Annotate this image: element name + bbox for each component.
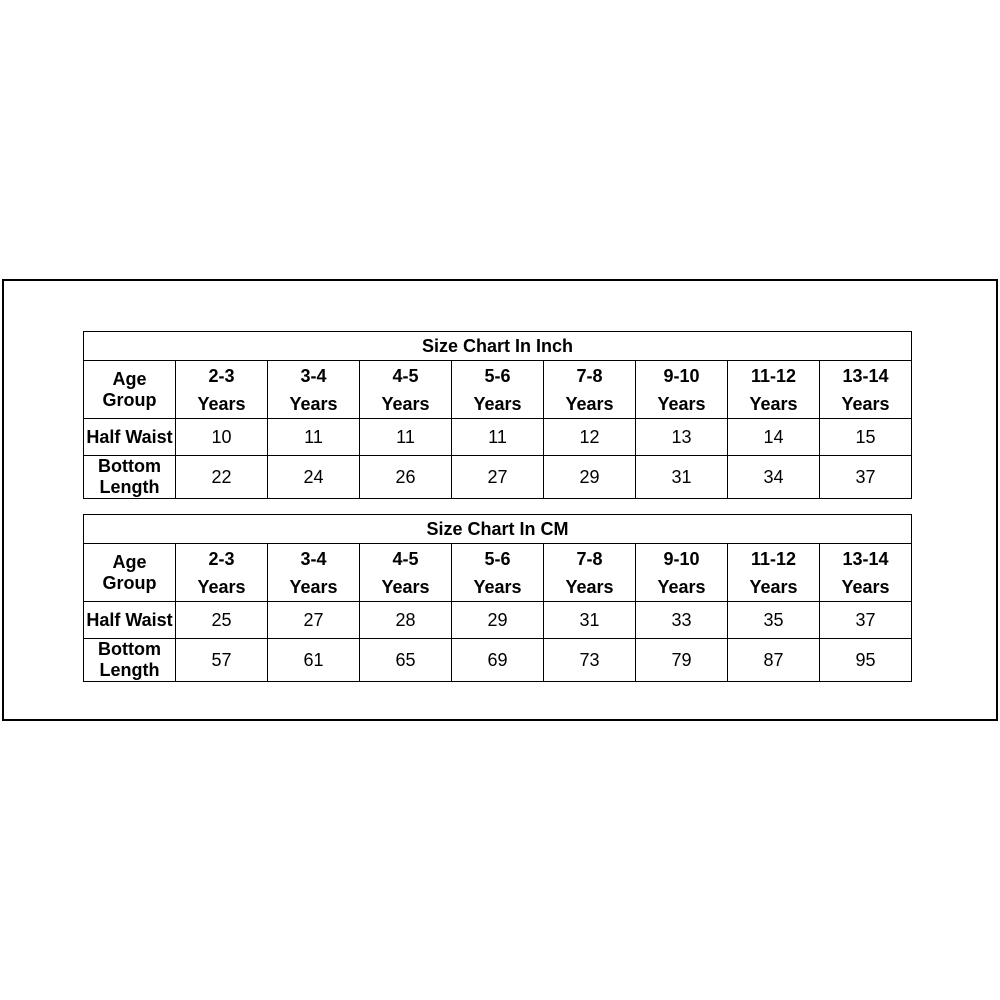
table-cell: 11 [360, 419, 452, 456]
age-group-header: 4-5 Years [360, 361, 452, 419]
table-cell: 35 [728, 602, 820, 639]
table-row-half-waist [84, 419, 912, 456]
age-group-header: 5-6 Years [452, 361, 544, 419]
table-cell: 26 [360, 456, 452, 499]
table-cell: 24 [268, 456, 360, 499]
table-cell: 11 [452, 419, 544, 456]
row-label-half-waist: Half Waist [84, 602, 176, 639]
table-cell: 61 [268, 639, 360, 682]
age-group-header: 3-4 Years [268, 544, 360, 602]
table-row-bottom-length [84, 639, 912, 682]
table-cell: 11 [268, 419, 360, 456]
table-cell: 25 [176, 602, 268, 639]
table-cell: 28 [360, 602, 452, 639]
table-cell: 29 [544, 456, 636, 499]
table-cell: 69 [452, 639, 544, 682]
table-cell: 37 [820, 456, 912, 499]
table-row-bottom-length [84, 456, 912, 499]
table-row-half-waist [84, 602, 912, 639]
table-title: Size Chart In Inch [84, 332, 912, 361]
table-cell: 29 [452, 602, 544, 639]
size-chart-inch-table [83, 331, 912, 499]
table-cell: 14 [728, 419, 820, 456]
age-group-header: 13-14 Years [820, 544, 912, 602]
table-cell: 12 [544, 419, 636, 456]
age-group-header: 11-12 Years [728, 361, 820, 419]
table-cell: 57 [176, 639, 268, 682]
table-cell: 73 [544, 639, 636, 682]
table-cell: 27 [268, 602, 360, 639]
table-cell: 33 [636, 602, 728, 639]
table-cell: 95 [820, 639, 912, 682]
table-cell: 22 [176, 456, 268, 499]
row-label-bottom-length: Bottom Length [84, 639, 176, 682]
row-label-age-group: Age Group [84, 544, 176, 602]
table-cell: 34 [728, 456, 820, 499]
table-cell: 31 [636, 456, 728, 499]
age-group-header: 9-10 Years [636, 361, 728, 419]
row-label-age-group: Age Group [84, 361, 176, 419]
row-label-half-waist: Half Waist [84, 419, 176, 456]
age-group-header: 11-12 Years [728, 544, 820, 602]
size-chart-cm-table [83, 514, 912, 682]
age-group-header: 2-3 Years [176, 544, 268, 602]
table-cell: 10 [176, 419, 268, 456]
age-group-header: 7-8 Years [544, 361, 636, 419]
table-cell: 87 [728, 639, 820, 682]
table-cell: 27 [452, 456, 544, 499]
age-group-header: 5-6 Years [452, 544, 544, 602]
table-cell: 79 [636, 639, 728, 682]
age-group-header: 3-4 Years [268, 361, 360, 419]
table-cell: 15 [820, 419, 912, 456]
table-cell: 65 [360, 639, 452, 682]
table-cell: 13 [636, 419, 728, 456]
age-group-header: 2-3 Years [176, 361, 268, 419]
table-title: Size Chart In CM [84, 515, 912, 544]
table-cell: 31 [544, 602, 636, 639]
row-label-bottom-length: Bottom Length [84, 456, 176, 499]
age-group-header: 4-5 Years [360, 544, 452, 602]
age-group-header: 13-14 Years [820, 361, 912, 419]
age-group-header: 7-8 Years [544, 544, 636, 602]
age-group-header: 9-10 Years [636, 544, 728, 602]
table-cell: 37 [820, 602, 912, 639]
